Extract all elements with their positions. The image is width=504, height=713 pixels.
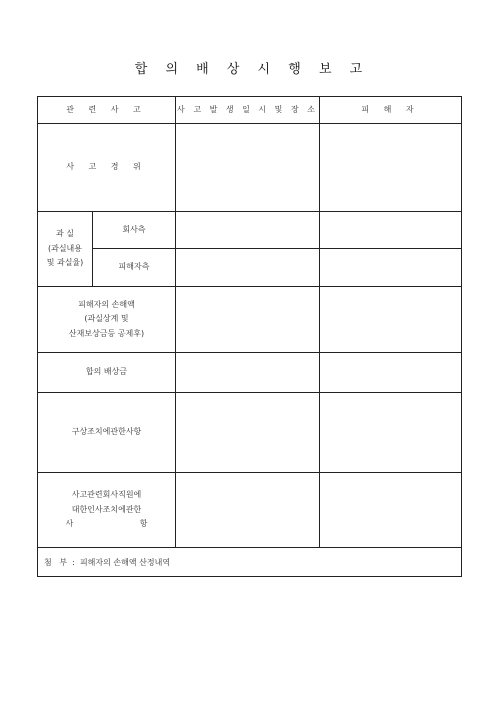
indemnity-matters-field[interactable] xyxy=(176,393,319,472)
header-accident-datetime-place: 사 고 발 생 일 시 및 장 소 xyxy=(177,104,318,114)
label-settlement-amount: 합의 배상금 xyxy=(85,367,128,377)
label-accident-history: 사 고 경 위 xyxy=(66,162,147,172)
settlement-report-form xyxy=(37,96,462,577)
indemnity-matters-victim-field[interactable] xyxy=(320,393,461,472)
settlement-amount-field[interactable] xyxy=(176,353,319,392)
label-fault-company: 회사측 xyxy=(122,224,146,234)
label-fault: 과 실 (과실내용 및 과실율) xyxy=(46,229,84,268)
personnel-matters-line3-left: 사 xyxy=(65,519,74,529)
label-fault-victim: 피해자측 xyxy=(118,262,150,272)
settlement-amount-victim-field[interactable] xyxy=(320,353,461,392)
fault-company-field[interactable] xyxy=(176,212,319,248)
personnel-matters-victim-field[interactable] xyxy=(320,473,461,547)
personnel-matters-line3 xyxy=(66,517,148,531)
fault-company-victim-field[interactable] xyxy=(320,212,461,248)
label-victim-damage: 피해자의 손해액 (과실상계 및 산재보상금등 공제후) xyxy=(68,299,145,338)
label-indemnity-matters: 구상조치에관한사항 xyxy=(71,427,142,437)
label-personnel-matters xyxy=(38,473,175,547)
accident-history-field[interactable] xyxy=(176,124,319,211)
personnel-matters-line2: 대한인사조치에관한 xyxy=(71,504,142,514)
header-related-accident: 관 련 사 고 xyxy=(66,104,147,114)
victim-damage-victim-field[interactable] xyxy=(320,287,461,352)
personnel-matters-line1: 사고관련회사직원에 xyxy=(71,490,142,500)
fault-victim-field[interactable] xyxy=(176,249,319,286)
header-victim: 피 해 자 xyxy=(361,104,420,114)
document-title: 합 의 배 상 시 행 보 고 xyxy=(134,62,370,77)
personnel-matters-line3-right: 항 xyxy=(139,519,148,529)
victim-damage-field[interactable] xyxy=(176,287,319,352)
fault-victim-victim-field[interactable] xyxy=(320,249,461,286)
attachment-note: 첨 부 : 피해자의 손해액 산정내역 xyxy=(44,557,171,567)
accident-history-victim-field[interactable] xyxy=(320,124,461,211)
personnel-matters-field[interactable] xyxy=(176,473,319,547)
